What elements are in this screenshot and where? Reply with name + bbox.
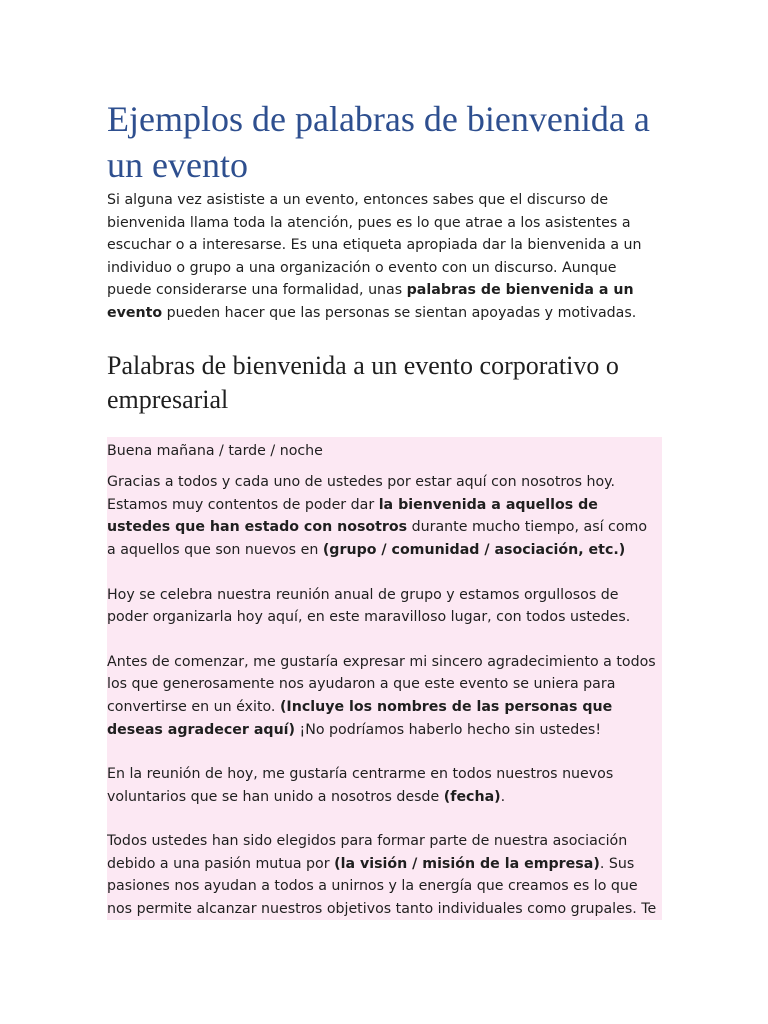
p1-text-1: Gracias a todos y cada uno de ustedes por estar aquí con nosotros hoy. Estamos muy contentos de poder dar [107,474,616,513]
p4-text-2: . [500,788,506,805]
intro-text-2: pueden hacer que las personas se sientan apoyadas y motivadas. [162,304,637,321]
section-subtitle: Palabras de bienvenida a un evento corporativo o empresarial [107,350,619,414]
speech-paragraph-1 [107,471,660,561]
intro-text-1: Si alguna vez asististe a un evento, entonces sabes que el discurso de bienvenida llama toda la atención, pues es lo que atrae a los asistentes a escuchar o a interesarse. Es una etiqueta apropiada dar la bienvenida a un individuo o grupo a una organización o evento con un discurso. Aunque puede considerarse una formalidad, unas [107,192,642,299]
intro-bold-1: palabras de bienvenida a un evento [107,282,634,321]
speech-paragraph-5 [107,830,660,919]
p1-text-2: durante mucho tiempo, así como a aquellos que son nuevos en [107,519,648,558]
document-page [107,96,662,920]
intro-paragraph [107,189,662,325]
p4-text-1: En la reunión de hoy, me gustaría centrarme en todos nuestros nuevos voluntarios que se han unido a nosotros desde [107,766,614,805]
p1-bold-1: la bienvenida a aquellos de ustedes que han estado con nosotros [107,496,598,536]
p5-text-2: . Sus pasiones nos ayudan a todos a unirnos y la energía que creamos es lo que nos permite alcanzar nuestros objetivos tanto individuales como grupales. Te [107,855,657,918]
p3-text-2: ¡No podríamos haberlo hecho sin ustedes! [295,721,602,738]
p3-bold-1: (Incluye los nombres de las personas que deseas agradecer aquí) [107,698,613,738]
speech-paragraph-3 [107,651,660,741]
document-title: Ejemplos de palabras de bienvenida a un evento [107,99,650,185]
p1-bold-2: (grupo / comunidad / asociación, etc.) [322,541,626,558]
p5-text-1: Todos ustedes han sido elegidos para formar parte de nuestra asociación debido a una pasión mutua por [107,833,628,872]
speech-greeting: Buena mañana / tarde / noche [107,442,323,459]
p5-bold-1: (la visión / misión de la empresa) [334,855,600,872]
speech-template-box [107,437,662,920]
speech-paragraph-2: Hoy se celebra nuestra reunión anual de grupo y estamos orgullosos de poder organizarla hoy aquí, en este maravilloso lugar, con todos ustedes. [107,586,631,626]
speech-paragraph-4 [107,763,660,808]
p4-bold-1: (fecha) [443,788,501,805]
p3-text-1: Antes de comenzar, me gustaría expresar mi sincero agradecimiento a todos los que generosamente nos ayudaron a que este evento se uniera para convertirse en un éxito. [107,653,656,715]
